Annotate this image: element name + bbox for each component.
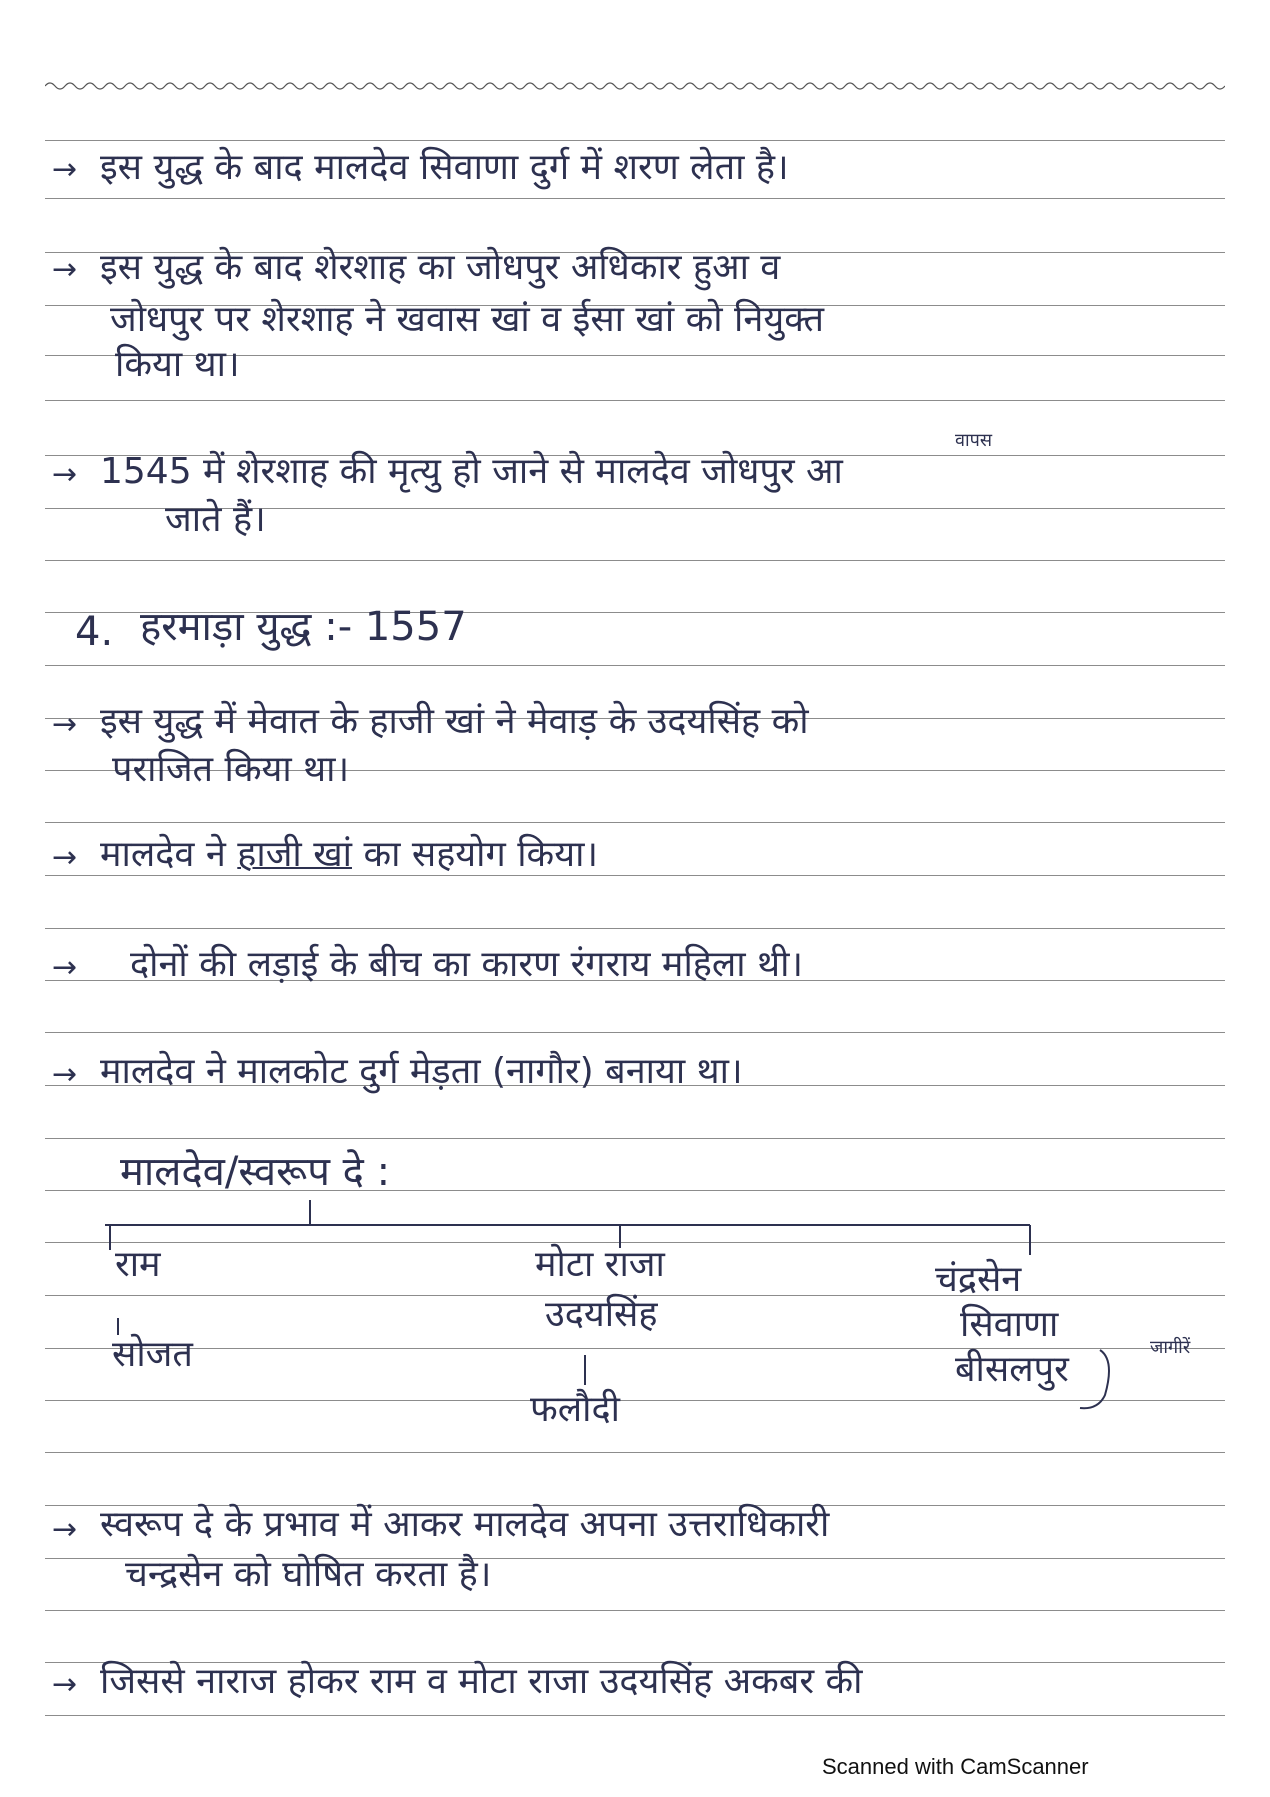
tree-place-bisalpur: बीसलपुर <box>955 1349 1069 1390</box>
note-line: इस युद्ध के बाद शेरशाह का जोधपुर अधिकार हुआ व <box>100 247 781 288</box>
tree-place-sojat: सोजत <box>112 1334 193 1375</box>
ruled-line <box>45 1242 1225 1243</box>
note-line: दोनों की लड़ाई के बीच का कारण रंगराय महिला थी। <box>130 944 804 985</box>
note-line: किया था। <box>115 344 240 385</box>
bullet-arrow-icon: → <box>52 707 78 742</box>
ruled-line <box>45 928 1225 929</box>
ruled-line <box>45 1032 1225 1033</box>
bullet-arrow-icon: → <box>52 1512 78 1547</box>
bullet-arrow-icon: → <box>52 950 78 985</box>
bullet-arrow-icon: → <box>52 840 78 875</box>
ruled-line <box>45 198 1225 199</box>
tree-node-mota-raja: मोटा राजा <box>535 1244 665 1285</box>
ruled-line <box>45 400 1225 401</box>
bullet-arrow-icon: → <box>52 252 78 287</box>
scanner-watermark: Scanned with CamScanner <box>822 1754 1089 1779</box>
tree-note-jagir: जागीरें <box>1150 1337 1191 1358</box>
ruled-line <box>45 875 1225 876</box>
bullet-arrow-icon: → <box>52 1057 78 1092</box>
note-line: जिससे नाराज होकर राम व मोटा राजा उदयसिंह अकबर की <box>100 1661 863 1702</box>
note-line: चन्द्रसेन को घोषित करता है। <box>125 1554 492 1595</box>
note-text: मालदेव ने <box>100 834 226 875</box>
section-number: 4. <box>75 609 114 655</box>
note-text: का सहयोग किया। <box>363 834 599 875</box>
top-wavy-border <box>45 80 1225 92</box>
ruled-line <box>45 822 1225 823</box>
note-line: पराजित किया था। <box>112 749 350 790</box>
note-line: इस युद्ध में मेवात के हाजी खां ने मेवाड़ के उदयसिंह को <box>100 701 809 742</box>
ruled-line <box>45 140 1225 141</box>
tree-node-chandrasen: चंद्रसेन <box>935 1259 1022 1300</box>
note-line <box>100 835 598 875</box>
note-line: इस युद्ध के बाद मालदेव सिवाणा दुर्ग में शरण लेता है। <box>100 147 789 188</box>
tree-place-siwana: सिवाणा <box>960 1304 1059 1345</box>
bullet-arrow-icon: → <box>52 152 78 187</box>
section-heading: हरमाड़ा युद्ध :- 1557 <box>140 604 467 650</box>
note-line: स्वरूप दे के प्रभाव में आकर मालदेव अपना उत्तराधिकारी <box>100 1504 830 1545</box>
bullet-arrow-icon: → <box>52 457 78 492</box>
insertion-note: वापस <box>955 430 993 451</box>
ruled-line <box>45 1138 1225 1139</box>
note-line: जोधपुर पर शेरशाह ने खवास खां व ईसा खां को नियुक्त <box>110 299 825 340</box>
ruled-line <box>45 665 1225 666</box>
underlined-name: हाजी खां <box>237 834 352 875</box>
ruled-line <box>45 1452 1225 1453</box>
tree-place-phalodi: फलौदी <box>530 1389 620 1430</box>
tree-heading: मालदेव/स्वरूप दे : <box>120 1149 391 1195</box>
note-line: जाते हैं। <box>165 499 266 540</box>
tree-node-udaysingh: उदयसिंह <box>545 1294 658 1335</box>
ruled-line <box>45 1400 1225 1401</box>
bullet-arrow-icon: → <box>52 1667 78 1702</box>
tree-node-ram: राम <box>115 1244 161 1285</box>
ruled-line <box>45 1715 1225 1716</box>
ruled-line <box>45 560 1225 561</box>
ruled-line <box>45 1610 1225 1611</box>
note-line: मालदेव ने मालकोट दुर्ग मेड़ता (नागौर) बनाया था। <box>100 1051 743 1092</box>
note-line: 1545 में शेरशाह की मृत्यु हो जाने से मालदेव जोधपुर आ <box>100 451 843 492</box>
